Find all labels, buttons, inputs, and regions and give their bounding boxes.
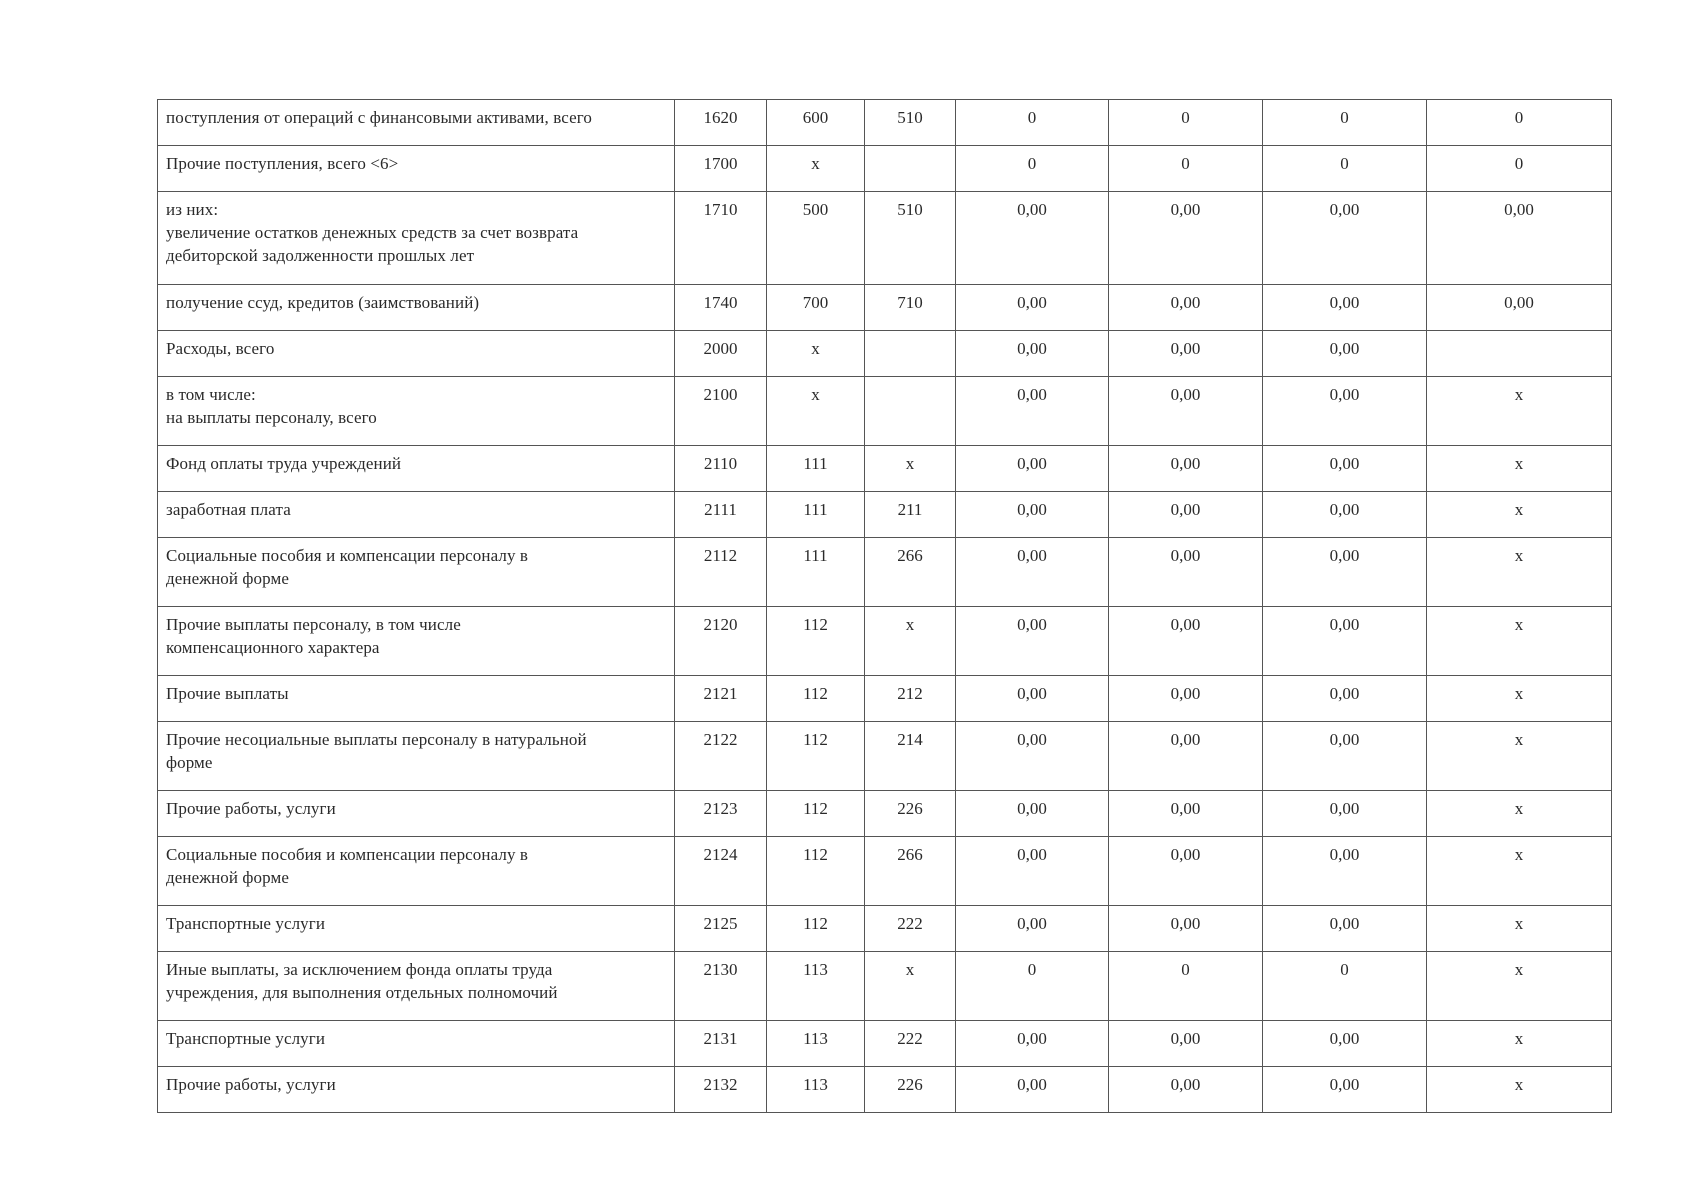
value-cell-3: 0,00 — [1263, 1067, 1427, 1113]
table-row — [158, 446, 1612, 492]
value-cell-1: 0,00 — [956, 446, 1109, 492]
row-label-line: Социальные пособия и компенсации персоналу в — [166, 546, 529, 565]
row-code-cell: 2110 — [675, 446, 767, 492]
kosgu-code-cell: 222 — [865, 906, 956, 952]
value-cell-2: 0,00 — [1109, 192, 1263, 285]
row-label-cell — [158, 906, 675, 952]
table-row — [158, 285, 1612, 331]
row-label-line: заработная плата — [166, 500, 291, 519]
kbk-code-cell: 112 — [767, 791, 865, 837]
value-cell-4: 0,00 — [1427, 285, 1612, 331]
value-cell-3: 0 — [1263, 952, 1427, 1021]
table-row — [158, 676, 1612, 722]
value-cell-2: 0,00 — [1109, 1067, 1263, 1113]
value-cell-4: x — [1427, 492, 1612, 538]
value-cell-2: 0,00 — [1109, 791, 1263, 837]
row-label-cell — [158, 722, 675, 791]
value-cell-4: x — [1427, 1021, 1612, 1067]
row-label-line: форме — [166, 753, 213, 772]
kbk-code-cell: 500 — [767, 192, 865, 285]
table-body — [158, 100, 1612, 1113]
kosgu-code-cell: 510 — [865, 192, 956, 285]
kosgu-code-cell: 211 — [865, 492, 956, 538]
table-row — [158, 146, 1612, 192]
row-code-cell: 2130 — [675, 952, 767, 1021]
kbk-code-cell: 112 — [767, 722, 865, 791]
value-cell-1: 0,00 — [956, 331, 1109, 377]
row-label-cell — [158, 492, 675, 538]
row-label-cell — [158, 1067, 675, 1113]
row-label-line: Расходы, всего — [166, 339, 275, 358]
value-cell-3: 0,00 — [1263, 492, 1427, 538]
table-row — [158, 192, 1612, 285]
row-label-line: Прочие поступления, всего <6> — [166, 154, 399, 173]
kbk-code-cell: 111 — [767, 538, 865, 607]
kosgu-code-cell — [865, 331, 956, 377]
value-cell-1: 0,00 — [956, 906, 1109, 952]
value-cell-2: 0,00 — [1109, 331, 1263, 377]
value-cell-3: 0,00 — [1263, 192, 1427, 285]
row-code-cell: 2100 — [675, 377, 767, 446]
kbk-code-cell: 111 — [767, 446, 865, 492]
row-code-cell: 1700 — [675, 146, 767, 192]
value-cell-4: x — [1427, 952, 1612, 1021]
row-code-cell: 2125 — [675, 906, 767, 952]
table-row — [158, 791, 1612, 837]
kbk-code-cell: 113 — [767, 1067, 865, 1113]
row-label-cell — [158, 377, 675, 446]
kosgu-code-cell: x — [865, 446, 956, 492]
kosgu-code-cell: 510 — [865, 100, 956, 146]
table-row — [158, 837, 1612, 906]
value-cell-3: 0,00 — [1263, 538, 1427, 607]
row-label-line: денежной форме — [166, 569, 289, 588]
kbk-code-cell: 112 — [767, 837, 865, 906]
kbk-code-cell: x — [767, 331, 865, 377]
value-cell-4: x — [1427, 722, 1612, 791]
value-cell-3: 0,00 — [1263, 607, 1427, 676]
value-cell-4: 0,00 — [1427, 192, 1612, 285]
table-row — [158, 906, 1612, 952]
row-code-cell: 1710 — [675, 192, 767, 285]
value-cell-1: 0,00 — [956, 192, 1109, 285]
row-label-cell — [158, 676, 675, 722]
kbk-code-cell: 700 — [767, 285, 865, 331]
table-row — [158, 331, 1612, 377]
value-cell-3: 0,00 — [1263, 446, 1427, 492]
value-cell-1: 0,00 — [956, 285, 1109, 331]
row-label-line: компенсационного характера — [166, 638, 380, 657]
row-code-cell: 2112 — [675, 538, 767, 607]
kbk-code-cell: 111 — [767, 492, 865, 538]
row-label-cell — [158, 607, 675, 676]
value-cell-1: 0,00 — [956, 607, 1109, 676]
value-cell-4: x — [1427, 377, 1612, 446]
table-row — [158, 538, 1612, 607]
kbk-code-cell: 113 — [767, 1021, 865, 1067]
value-cell-1: 0,00 — [956, 1021, 1109, 1067]
row-code-cell: 2120 — [675, 607, 767, 676]
value-cell-2: 0,00 — [1109, 607, 1263, 676]
row-label-cell — [158, 285, 675, 331]
row-code-cell: 2123 — [675, 791, 767, 837]
value-cell-1: 0 — [956, 952, 1109, 1021]
row-label-line: поступления от операций с финансовыми активами, всего — [166, 108, 592, 127]
value-cell-2: 0,00 — [1109, 722, 1263, 791]
value-cell-4: 0 — [1427, 100, 1612, 146]
kbk-code-cell: 112 — [767, 676, 865, 722]
row-code-cell: 2121 — [675, 676, 767, 722]
value-cell-3: 0,00 — [1263, 837, 1427, 906]
value-cell-3: 0,00 — [1263, 722, 1427, 791]
value-cell-1: 0,00 — [956, 791, 1109, 837]
table-row — [158, 1067, 1612, 1113]
kbk-code-cell: 112 — [767, 607, 865, 676]
kosgu-code-cell: x — [865, 607, 956, 676]
value-cell-2: 0,00 — [1109, 1021, 1263, 1067]
value-cell-2: 0,00 — [1109, 446, 1263, 492]
value-cell-4: 0 — [1427, 146, 1612, 192]
row-label-line: увеличение остатков денежных средств за счет возврата — [166, 223, 579, 242]
row-label-line: Иные выплаты, за исключением фонда оплаты труда — [166, 960, 553, 979]
value-cell-3: 0 — [1263, 100, 1427, 146]
value-cell-1: 0 — [956, 100, 1109, 146]
value-cell-1: 0,00 — [956, 722, 1109, 791]
row-label-cell — [158, 538, 675, 607]
row-label-cell — [158, 192, 675, 285]
row-label-line: Прочие выплаты — [166, 684, 289, 703]
row-label-line: Прочие работы, услуги — [166, 799, 336, 818]
value-cell-1: 0,00 — [956, 538, 1109, 607]
row-label-cell — [158, 1021, 675, 1067]
value-cell-3: 0,00 — [1263, 791, 1427, 837]
value-cell-4: x — [1427, 538, 1612, 607]
value-cell-4: x — [1427, 1067, 1612, 1113]
kosgu-code-cell — [865, 377, 956, 446]
kosgu-code-cell: 266 — [865, 538, 956, 607]
kbk-code-cell: 112 — [767, 906, 865, 952]
row-label-line: Прочие работы, услуги — [166, 1075, 336, 1094]
kosgu-code-cell: 226 — [865, 791, 956, 837]
row-label-cell — [158, 446, 675, 492]
row-label-cell — [158, 837, 675, 906]
row-label-line: Транспортные услуги — [166, 1029, 326, 1048]
kbk-code-cell: x — [767, 146, 865, 192]
table-row — [158, 722, 1612, 791]
kosgu-code-cell: 710 — [865, 285, 956, 331]
value-cell-2: 0,00 — [1109, 538, 1263, 607]
value-cell-2: 0 — [1109, 146, 1263, 192]
value-cell-4: x — [1427, 676, 1612, 722]
value-cell-2: 0,00 — [1109, 492, 1263, 538]
kbk-code-cell: 113 — [767, 952, 865, 1021]
row-code-cell: 1620 — [675, 100, 767, 146]
table-row — [158, 377, 1612, 446]
row-label-cell — [158, 952, 675, 1021]
row-code-cell: 2124 — [675, 837, 767, 906]
row-code-cell: 1740 — [675, 285, 767, 331]
value-cell-1: 0,00 — [956, 837, 1109, 906]
row-label-line: получение ссуд, кредитов (заимствований) — [166, 293, 480, 312]
value-cell-4: x — [1427, 607, 1612, 676]
value-cell-2: 0,00 — [1109, 906, 1263, 952]
value-cell-3: 0,00 — [1263, 331, 1427, 377]
kosgu-code-cell: 222 — [865, 1021, 956, 1067]
value-cell-3: 0,00 — [1263, 676, 1427, 722]
table-row — [158, 952, 1612, 1021]
table-row — [158, 100, 1612, 146]
kosgu-code-cell: 212 — [865, 676, 956, 722]
row-code-cell: 2132 — [675, 1067, 767, 1113]
row-code-cell: 2131 — [675, 1021, 767, 1067]
row-label-line: Социальные пособия и компенсации персоналу в — [166, 845, 529, 864]
row-label-line: дебиторской задолженности прошлых лет — [166, 246, 475, 265]
kosgu-code-cell: x — [865, 952, 956, 1021]
row-code-cell: 2111 — [675, 492, 767, 538]
row-code-cell: 2000 — [675, 331, 767, 377]
row-code-cell: 2122 — [675, 722, 767, 791]
kosgu-code-cell: 266 — [865, 837, 956, 906]
row-label-line: из них: — [166, 200, 219, 219]
value-cell-1: 0,00 — [956, 1067, 1109, 1113]
value-cell-3: 0,00 — [1263, 906, 1427, 952]
table-row — [158, 1021, 1612, 1067]
row-label-cell — [158, 791, 675, 837]
row-label-cell — [158, 146, 675, 192]
row-label-cell — [158, 100, 675, 146]
row-label-line: в том числе: — [166, 385, 256, 404]
kbk-code-cell: 600 — [767, 100, 865, 146]
table-row — [158, 492, 1612, 538]
table-row — [158, 607, 1612, 676]
value-cell-4: x — [1427, 906, 1612, 952]
value-cell-1: 0,00 — [956, 492, 1109, 538]
row-label-line: учреждения, для выполнения отдельных полномочий — [166, 983, 558, 1002]
value-cell-2: 0,00 — [1109, 285, 1263, 331]
value-cell-4: x — [1427, 791, 1612, 837]
row-label-line: Транспортные услуги — [166, 914, 326, 933]
row-label-line: денежной форме — [166, 868, 289, 887]
value-cell-3: 0,00 — [1263, 1021, 1427, 1067]
kbk-code-cell: x — [767, 377, 865, 446]
value-cell-3: 0,00 — [1263, 377, 1427, 446]
row-label-cell — [158, 331, 675, 377]
value-cell-1: 0 — [956, 146, 1109, 192]
kosgu-code-cell: 214 — [865, 722, 956, 791]
value-cell-4: x — [1427, 837, 1612, 906]
value-cell-3: 0 — [1263, 146, 1427, 192]
budget-table — [157, 99, 1612, 1113]
value-cell-1: 0,00 — [956, 377, 1109, 446]
value-cell-1: 0,00 — [956, 676, 1109, 722]
value-cell-2: 0 — [1109, 952, 1263, 1021]
row-label-line: Прочие несоциальные выплаты персоналу в натуральной — [166, 730, 587, 749]
kosgu-code-cell: 226 — [865, 1067, 956, 1113]
value-cell-4: x — [1427, 446, 1612, 492]
row-label-line: на выплаты персоналу, всего — [166, 408, 377, 427]
row-label-line: Прочие выплаты персоналу, в том числе — [166, 615, 461, 634]
value-cell-3: 0,00 — [1263, 285, 1427, 331]
value-cell-4 — [1427, 331, 1612, 377]
kosgu-code-cell — [865, 146, 956, 192]
value-cell-2: 0 — [1109, 100, 1263, 146]
value-cell-2: 0,00 — [1109, 377, 1263, 446]
value-cell-2: 0,00 — [1109, 837, 1263, 906]
row-label-line: Фонд оплаты труда учреждений — [166, 454, 402, 473]
value-cell-2: 0,00 — [1109, 676, 1263, 722]
